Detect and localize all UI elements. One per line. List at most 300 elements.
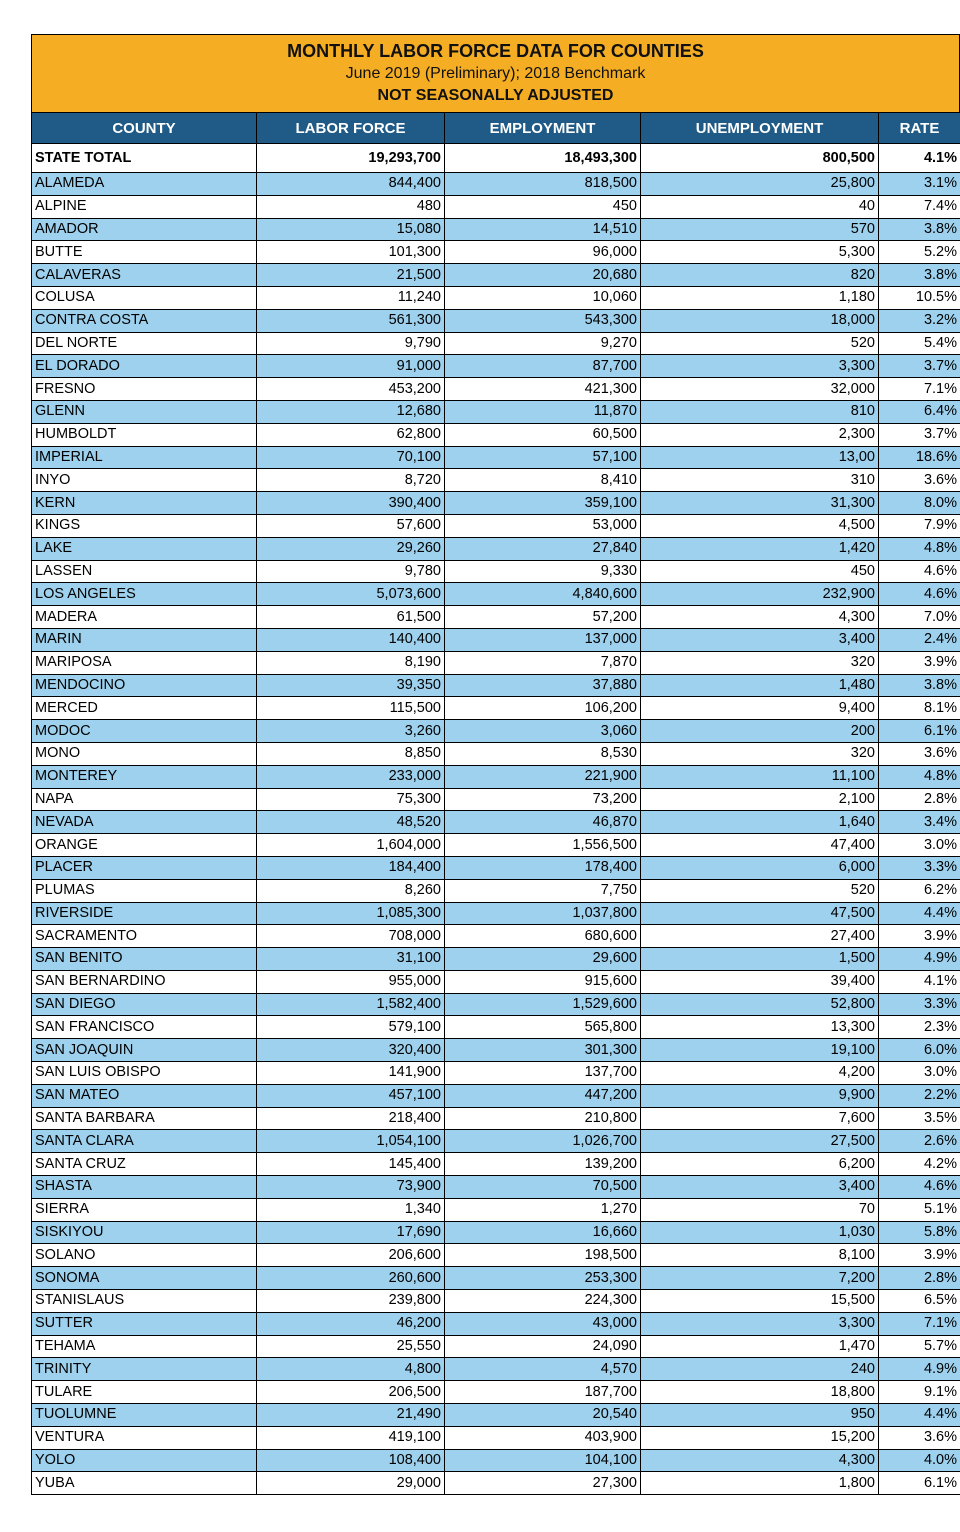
labor-force-cell: 206,500 — [257, 1381, 445, 1404]
table-row — [32, 925, 960, 948]
rate-cell: 4.6% — [879, 1176, 960, 1199]
employment-cell: 8,530 — [445, 742, 641, 765]
employment-cell: 221,900 — [445, 765, 641, 788]
labor-force-cell: 206,600 — [257, 1244, 445, 1267]
unemployment-cell: 18,800 — [641, 1381, 879, 1404]
unemployment-cell: 232,900 — [641, 583, 879, 606]
rate-cell: 3.2% — [879, 309, 960, 332]
county-name: MARIN — [32, 628, 257, 651]
rate-cell: 6.2% — [879, 879, 960, 902]
table-row — [32, 1244, 960, 1267]
county-name: YOLO — [32, 1449, 257, 1472]
employment-cell: 43,000 — [445, 1312, 641, 1335]
table-row — [32, 218, 960, 241]
employment-cell: 4,840,600 — [445, 583, 641, 606]
table-row — [32, 742, 960, 765]
table-row — [32, 834, 960, 857]
labor-force-cell: 8,190 — [257, 651, 445, 674]
rate-cell: 6.5% — [879, 1290, 960, 1313]
table-row — [32, 1198, 960, 1221]
rate-cell: 4.1% — [879, 970, 960, 993]
unemployment-cell: 3,400 — [641, 628, 879, 651]
state-total-row — [32, 144, 960, 173]
county-name: SACRAMENTO — [32, 925, 257, 948]
rate-cell: 4.9% — [879, 948, 960, 971]
county-name: ORANGE — [32, 834, 257, 857]
rate-cell: 3.8% — [879, 264, 960, 287]
labor-force-cell: 62,800 — [257, 423, 445, 446]
rate-cell: 3.8% — [879, 674, 960, 697]
rate-cell: 2.3% — [879, 1016, 960, 1039]
employment-cell: 7,870 — [445, 651, 641, 674]
labor-force-cell: 457,100 — [257, 1084, 445, 1107]
table-row — [32, 993, 960, 1016]
total-unemployment: 800,500 — [641, 144, 879, 173]
employment-cell: 818,500 — [445, 173, 641, 196]
employment-cell: 37,880 — [445, 674, 641, 697]
employment-cell: 73,200 — [445, 788, 641, 811]
county-name: TULARE — [32, 1381, 257, 1404]
rate-cell: 4.8% — [879, 537, 960, 560]
labor-force-cell: 233,000 — [257, 765, 445, 788]
labor-force-cell: 218,400 — [257, 1107, 445, 1130]
employment-cell: 29,600 — [445, 948, 641, 971]
employment-cell: 403,900 — [445, 1426, 641, 1449]
labor-force-cell: 239,800 — [257, 1290, 445, 1313]
employment-cell: 4,570 — [445, 1358, 641, 1381]
county-name: NAPA — [32, 788, 257, 811]
rate-cell: 5.7% — [879, 1335, 960, 1358]
labor-force-cell: 70,100 — [257, 446, 445, 469]
employment-cell: 7,750 — [445, 879, 641, 902]
table-row — [32, 856, 960, 879]
col-labor-force: LABOR FORCE — [257, 113, 445, 144]
total-employment: 18,493,300 — [445, 144, 641, 173]
table-row — [32, 1312, 960, 1335]
county-name: FRESNO — [32, 378, 257, 401]
unemployment-cell: 4,300 — [641, 1449, 879, 1472]
table-row — [32, 1176, 960, 1199]
employment-cell: 53,000 — [445, 514, 641, 537]
table-row — [32, 1084, 960, 1107]
county-name: SANTA BARBARA — [32, 1107, 257, 1130]
employment-cell: 198,500 — [445, 1244, 641, 1267]
employment-cell: 96,000 — [445, 241, 641, 264]
unemployment-cell: 25,800 — [641, 173, 879, 196]
employment-cell: 1,037,800 — [445, 902, 641, 925]
col-unemployment: UNEMPLOYMENT — [641, 113, 879, 144]
employment-cell: 187,700 — [445, 1381, 641, 1404]
unemployment-cell: 3,400 — [641, 1176, 879, 1199]
employment-cell: 106,200 — [445, 697, 641, 720]
table-row — [32, 1381, 960, 1404]
rate-cell: 3.0% — [879, 834, 960, 857]
labor-force-cell: 1,340 — [257, 1198, 445, 1221]
employment-cell: 565,800 — [445, 1016, 641, 1039]
labor-force-cell: 115,500 — [257, 697, 445, 720]
unemployment-cell: 39,400 — [641, 970, 879, 993]
table-row — [32, 583, 960, 606]
unemployment-cell: 2,100 — [641, 788, 879, 811]
table-row — [32, 1039, 960, 1062]
unemployment-cell: 52,800 — [641, 993, 879, 1016]
labor-force-cell: 9,780 — [257, 560, 445, 583]
county-name: KERN — [32, 492, 257, 515]
county-name: MONTEREY — [32, 765, 257, 788]
employment-cell: 450 — [445, 195, 641, 218]
table-row — [32, 765, 960, 788]
table-row — [32, 606, 960, 629]
rate-cell: 3.6% — [879, 1426, 960, 1449]
rate-cell: 3.9% — [879, 1244, 960, 1267]
county-name: IMPERIAL — [32, 446, 257, 469]
unemployment-cell: 40 — [641, 195, 879, 218]
employment-cell: 137,700 — [445, 1062, 641, 1085]
labor-force-cell: 21,500 — [257, 264, 445, 287]
county-name: SOLANO — [32, 1244, 257, 1267]
employment-cell: 9,330 — [445, 560, 641, 583]
rate-cell: 3.9% — [879, 651, 960, 674]
county-name: SAN BENITO — [32, 948, 257, 971]
rate-cell: 10.5% — [879, 286, 960, 309]
table-row — [32, 948, 960, 971]
unemployment-cell: 9,400 — [641, 697, 879, 720]
labor-force-cell: 955,000 — [257, 970, 445, 993]
county-name: LASSEN — [32, 560, 257, 583]
county-name: MADERA — [32, 606, 257, 629]
labor-force-sheet — [31, 34, 960, 1495]
county-name: PLUMAS — [32, 879, 257, 902]
rate-cell: 7.1% — [879, 1312, 960, 1335]
rate-cell: 5.8% — [879, 1221, 960, 1244]
county-name: EL DORADO — [32, 355, 257, 378]
county-name: RIVERSIDE — [32, 902, 257, 925]
labor-force-cell: 75,300 — [257, 788, 445, 811]
table-row — [32, 378, 960, 401]
employment-cell: 447,200 — [445, 1084, 641, 1107]
employment-cell: 10,060 — [445, 286, 641, 309]
rate-cell: 18.6% — [879, 446, 960, 469]
labor-force-cell: 1,054,100 — [257, 1130, 445, 1153]
labor-force-cell: 8,720 — [257, 469, 445, 492]
report-subtitle: June 2019 (Preliminary); 2018 Benchmark — [345, 65, 646, 82]
table-row — [32, 970, 960, 993]
rate-cell: 2.2% — [879, 1084, 960, 1107]
employment-cell: 11,870 — [445, 400, 641, 423]
labor-force-cell: 48,520 — [257, 811, 445, 834]
unemployment-cell: 4,200 — [641, 1062, 879, 1085]
employment-cell: 57,100 — [445, 446, 641, 469]
col-county: COUNTY — [32, 113, 257, 144]
employment-cell: 9,270 — [445, 332, 641, 355]
total-label: STATE TOTAL — [32, 144, 257, 173]
rate-cell: 5.1% — [879, 1198, 960, 1221]
employment-cell: 178,400 — [445, 856, 641, 879]
table-row — [32, 423, 960, 446]
rate-cell: 7.1% — [879, 378, 960, 401]
county-name: TRINITY — [32, 1358, 257, 1381]
rate-cell: 4.6% — [879, 560, 960, 583]
table-row — [32, 446, 960, 469]
county-name: ALAMEDA — [32, 173, 257, 196]
unemployment-cell: 9,900 — [641, 1084, 879, 1107]
unemployment-cell: 5,300 — [641, 241, 879, 264]
unemployment-cell: 13,300 — [641, 1016, 879, 1039]
county-name: LOS ANGELES — [32, 583, 257, 606]
labor-force-cell: 260,600 — [257, 1267, 445, 1290]
labor-force-cell: 708,000 — [257, 925, 445, 948]
rate-cell: 3.6% — [879, 742, 960, 765]
table-row — [32, 492, 960, 515]
rate-cell: 4.4% — [879, 1404, 960, 1427]
county-table — [31, 112, 960, 1495]
county-name: YUBA — [32, 1472, 257, 1495]
labor-force-cell: 1,085,300 — [257, 902, 445, 925]
labor-force-cell: 5,073,600 — [257, 583, 445, 606]
labor-force-cell: 184,400 — [257, 856, 445, 879]
labor-force-cell: 145,400 — [257, 1153, 445, 1176]
employment-cell: 16,660 — [445, 1221, 641, 1244]
unemployment-cell: 47,500 — [641, 902, 879, 925]
county-name: MONO — [32, 742, 257, 765]
rate-cell: 5.4% — [879, 332, 960, 355]
rate-cell: 5.2% — [879, 241, 960, 264]
county-name: SAN LUIS OBISPO — [32, 1062, 257, 1085]
county-name: LAKE — [32, 537, 257, 560]
county-name: DEL NORTE — [32, 332, 257, 355]
employment-cell: 3,060 — [445, 720, 641, 743]
employment-cell: 57,200 — [445, 606, 641, 629]
table-row — [32, 811, 960, 834]
rate-cell: 8.1% — [879, 697, 960, 720]
table-row — [32, 173, 960, 196]
rate-cell: 2.8% — [879, 1267, 960, 1290]
table-row — [32, 788, 960, 811]
table-row — [32, 1426, 960, 1449]
labor-force-cell: 3,260 — [257, 720, 445, 743]
unemployment-cell: 8,100 — [641, 1244, 879, 1267]
labor-force-cell: 61,500 — [257, 606, 445, 629]
table-row — [32, 1107, 960, 1130]
county-name: GLENN — [32, 400, 257, 423]
county-name: MERCED — [32, 697, 257, 720]
rate-cell: 3.8% — [879, 218, 960, 241]
labor-force-cell: 453,200 — [257, 378, 445, 401]
employment-cell: 20,540 — [445, 1404, 641, 1427]
unemployment-cell: 13,00 — [641, 446, 879, 469]
adjustment-note: NOT SEASONALLY ADJUSTED — [377, 87, 614, 104]
employment-cell: 224,300 — [445, 1290, 641, 1313]
unemployment-cell: 1,480 — [641, 674, 879, 697]
table-row — [32, 1290, 960, 1313]
unemployment-cell: 1,800 — [641, 1472, 879, 1495]
rate-cell: 3.5% — [879, 1107, 960, 1130]
unemployment-cell: 32,000 — [641, 378, 879, 401]
labor-force-cell: 1,582,400 — [257, 993, 445, 1016]
county-name: TUOLUMNE — [32, 1404, 257, 1427]
unemployment-cell: 3,300 — [641, 1312, 879, 1335]
county-name: SAN MATEO — [32, 1084, 257, 1107]
county-name: MARIPOSA — [32, 651, 257, 674]
labor-force-cell: 419,100 — [257, 1426, 445, 1449]
labor-force-cell: 4,800 — [257, 1358, 445, 1381]
labor-force-cell: 480 — [257, 195, 445, 218]
table-row — [32, 195, 960, 218]
employment-cell: 70,500 — [445, 1176, 641, 1199]
county-name: SANTA CRUZ — [32, 1153, 257, 1176]
unemployment-cell: 4,500 — [641, 514, 879, 537]
unemployment-cell: 6,000 — [641, 856, 879, 879]
labor-force-cell: 561,300 — [257, 309, 445, 332]
unemployment-cell: 1,030 — [641, 1221, 879, 1244]
labor-force-cell: 141,900 — [257, 1062, 445, 1085]
unemployment-cell: 2,300 — [641, 423, 879, 446]
table-row — [32, 697, 960, 720]
rate-cell: 3.9% — [879, 925, 960, 948]
total-rate: 4.1% — [879, 144, 960, 173]
rate-cell: 3.7% — [879, 355, 960, 378]
table-row — [32, 1472, 960, 1495]
rate-cell: 2.6% — [879, 1130, 960, 1153]
unemployment-cell: 15,500 — [641, 1290, 879, 1313]
labor-force-cell: 29,000 — [257, 1472, 445, 1495]
rate-cell: 7.4% — [879, 195, 960, 218]
employment-cell: 301,300 — [445, 1039, 641, 1062]
county-name: ALPINE — [32, 195, 257, 218]
rate-cell: 3.3% — [879, 993, 960, 1016]
rate-cell: 3.3% — [879, 856, 960, 879]
unemployment-cell: 570 — [641, 218, 879, 241]
county-name: SUTTER — [32, 1312, 257, 1335]
total-labor-force: 19,293,700 — [257, 144, 445, 173]
table-row — [32, 1267, 960, 1290]
labor-force-cell: 29,260 — [257, 537, 445, 560]
labor-force-cell: 31,100 — [257, 948, 445, 971]
county-name: SAN FRANCISCO — [32, 1016, 257, 1039]
unemployment-cell: 1,420 — [641, 537, 879, 560]
table-row — [32, 1358, 960, 1381]
employment-cell: 24,090 — [445, 1335, 641, 1358]
employment-cell: 139,200 — [445, 1153, 641, 1176]
table-row — [32, 879, 960, 902]
rate-cell: 3.7% — [879, 423, 960, 446]
county-name: MENDOCINO — [32, 674, 257, 697]
county-name: SAN BERNARDINO — [32, 970, 257, 993]
unemployment-cell: 27,400 — [641, 925, 879, 948]
county-name: SISKIYOU — [32, 1221, 257, 1244]
title-banner — [31, 34, 960, 112]
table-row — [32, 332, 960, 355]
rate-cell: 2.8% — [879, 788, 960, 811]
table-row — [32, 469, 960, 492]
employment-cell: 46,870 — [445, 811, 641, 834]
unemployment-cell: 6,200 — [641, 1153, 879, 1176]
employment-cell: 1,529,600 — [445, 993, 641, 1016]
labor-force-cell: 8,850 — [257, 742, 445, 765]
labor-force-cell: 844,400 — [257, 173, 445, 196]
labor-force-cell: 73,900 — [257, 1176, 445, 1199]
unemployment-cell: 320 — [641, 651, 879, 674]
unemployment-cell: 70 — [641, 1198, 879, 1221]
table-row — [32, 1130, 960, 1153]
rate-cell: 2.4% — [879, 628, 960, 651]
employment-cell: 137,000 — [445, 628, 641, 651]
rate-cell: 4.4% — [879, 902, 960, 925]
table-row — [32, 1335, 960, 1358]
employment-cell: 543,300 — [445, 309, 641, 332]
labor-force-cell: 390,400 — [257, 492, 445, 515]
rate-cell: 4.9% — [879, 1358, 960, 1381]
rate-cell: 4.8% — [879, 765, 960, 788]
employment-cell: 1,270 — [445, 1198, 641, 1221]
table-row — [32, 241, 960, 264]
county-name: INYO — [32, 469, 257, 492]
county-name: STANISLAUS — [32, 1290, 257, 1313]
employment-cell: 8,410 — [445, 469, 641, 492]
unemployment-cell: 240 — [641, 1358, 879, 1381]
labor-force-cell: 11,240 — [257, 286, 445, 309]
employment-cell: 87,700 — [445, 355, 641, 378]
county-name: COLUSA — [32, 286, 257, 309]
rate-cell: 6.0% — [879, 1039, 960, 1062]
unemployment-cell: 27,500 — [641, 1130, 879, 1153]
unemployment-cell: 7,200 — [641, 1267, 879, 1290]
employment-cell: 20,680 — [445, 264, 641, 287]
labor-force-cell: 21,490 — [257, 1404, 445, 1427]
county-name: BUTTE — [32, 241, 257, 264]
rate-cell: 4.0% — [879, 1449, 960, 1472]
table-row — [32, 628, 960, 651]
labor-force-cell: 12,680 — [257, 400, 445, 423]
table-row — [32, 1221, 960, 1244]
rate-cell: 6.1% — [879, 720, 960, 743]
unemployment-cell: 11,100 — [641, 765, 879, 788]
unemployment-cell: 820 — [641, 264, 879, 287]
rate-cell: 7.9% — [879, 514, 960, 537]
employment-cell: 421,300 — [445, 378, 641, 401]
county-name: SHASTA — [32, 1176, 257, 1199]
county-name: SIERRA — [32, 1198, 257, 1221]
unemployment-cell: 310 — [641, 469, 879, 492]
labor-force-cell: 101,300 — [257, 241, 445, 264]
county-name: AMADOR — [32, 218, 257, 241]
table-row — [32, 560, 960, 583]
county-name: MODOC — [32, 720, 257, 743]
labor-force-cell: 579,100 — [257, 1016, 445, 1039]
table-row — [32, 537, 960, 560]
unemployment-cell: 19,100 — [641, 1039, 879, 1062]
unemployment-cell: 1,180 — [641, 286, 879, 309]
col-rate: RATE — [879, 113, 960, 144]
table-row — [32, 1449, 960, 1472]
labor-force-cell: 140,400 — [257, 628, 445, 651]
unemployment-cell: 1,640 — [641, 811, 879, 834]
unemployment-cell: 47,400 — [641, 834, 879, 857]
table-row — [32, 1404, 960, 1427]
rate-cell: 3.4% — [879, 811, 960, 834]
county-name: NEVADA — [32, 811, 257, 834]
county-name: PLACER — [32, 856, 257, 879]
labor-force-cell: 1,604,000 — [257, 834, 445, 857]
county-name: CONTRA COSTA — [32, 309, 257, 332]
labor-force-cell: 17,690 — [257, 1221, 445, 1244]
employment-cell: 680,600 — [445, 925, 641, 948]
labor-force-cell: 8,260 — [257, 879, 445, 902]
employment-cell: 915,600 — [445, 970, 641, 993]
table-row — [32, 286, 960, 309]
unemployment-cell: 320 — [641, 742, 879, 765]
employment-cell: 253,300 — [445, 1267, 641, 1290]
